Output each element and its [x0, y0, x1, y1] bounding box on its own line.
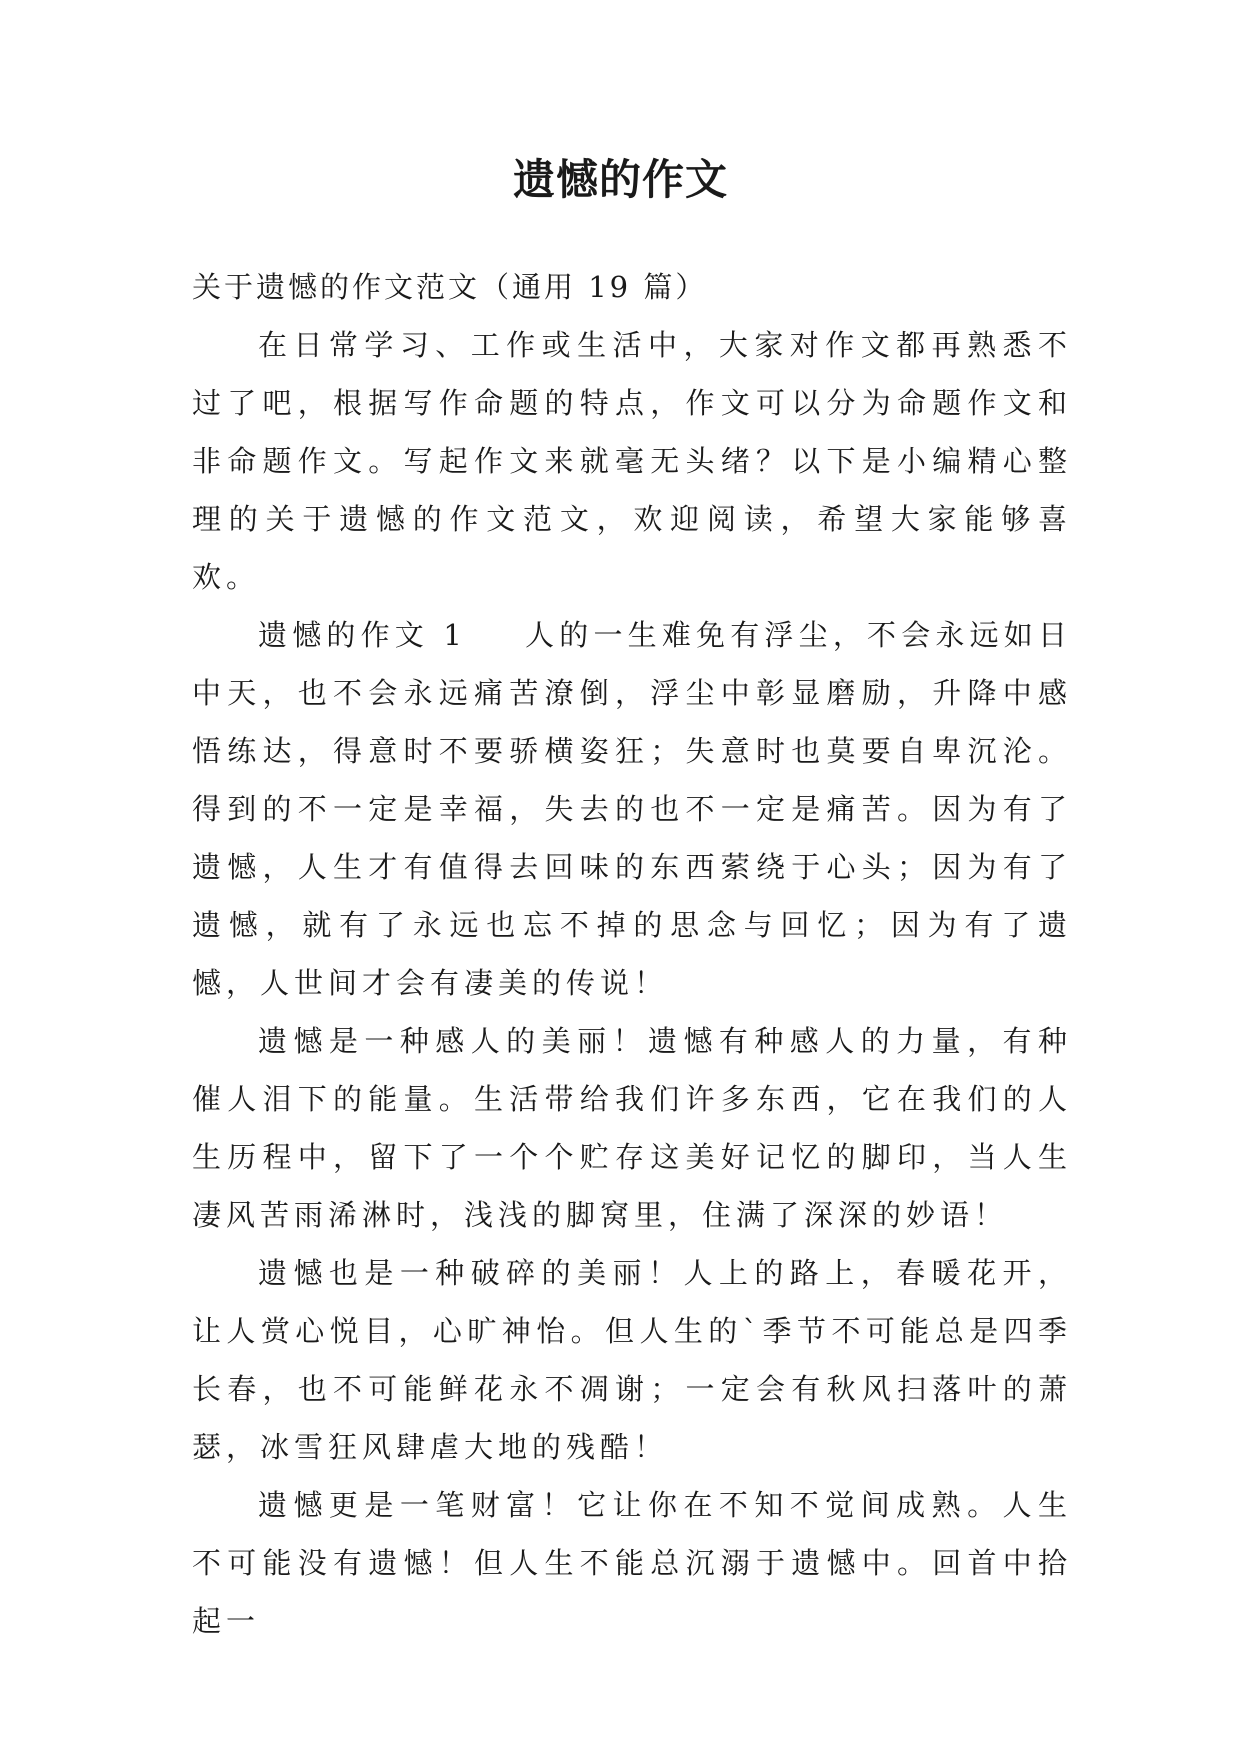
essay-paragraph-3: 遗憾也是一种破碎的美丽！人上的路上，春暖花开，让人赏心悦目，心旷神怡。但人生的`季节不可能总是四季长春，也不可能鲜花永不凋谢；一定会有秋风扫落叶的萧瑟，冰雪狂风肆虐大地的残酷！ [192, 1256, 1072, 1464]
document-body [192, 258, 1072, 1650]
document-subtitle: 关于遗憾的作文范文（通用 19 篇） [192, 270, 708, 304]
document-title: 遗憾的作文 [512, 155, 728, 204]
essay-paragraph-2: 遗憾是一种感人的美丽！遗憾有种感人的力量，有种催人泪下的能量。生活带给我们许多东西，它在我们的人生历程中，留下了一个个贮存这美好记忆的脚印，当人生凄风苦雨浠淋时，浅浅的脚窝里，住满了深深的妙语！ [192, 1024, 1072, 1232]
essay-paragraph-4: 遗憾更是一笔财富！它让你在不知不觉间成熟。人生不可能没有遗憾！但人生不能总沉溺于遗憾中。回首中拾起一 [192, 1488, 1072, 1638]
essay-paragraph-1: 人的一生难免有浮尘，不会永远如日中天，也不会永远痛苦潦倒，浮尘中彰显磨励，升降中感悟练达，得意时不要骄横姿狂；失意时也莫要自卑沉沦。得到的不一定是幸福，失去的也不一定是痛苦。因为有了遗憾，人生才有值得去回味的东西萦绕于心头；因为有了遗憾，就有了永远也忘不掉的思念与回忆；因为有了遗憾，人世间才会有凄美的传说！ [192, 618, 1072, 1000]
essay-heading: 遗憾的作文 1 [258, 618, 467, 652]
essay-1-first-paragraph [192, 606, 1072, 1012]
intro-paragraph: 在日常学习、工作或生活中，大家对作文都再熟悉不过了吧，根据写作命题的特点，作文可以分为命题作文和非命题作文。写起作文来就毫无头绪？以下是小编精心整理的关于遗憾的作文范文，欢迎阅读，希望大家能够喜欢。 [192, 328, 1072, 594]
